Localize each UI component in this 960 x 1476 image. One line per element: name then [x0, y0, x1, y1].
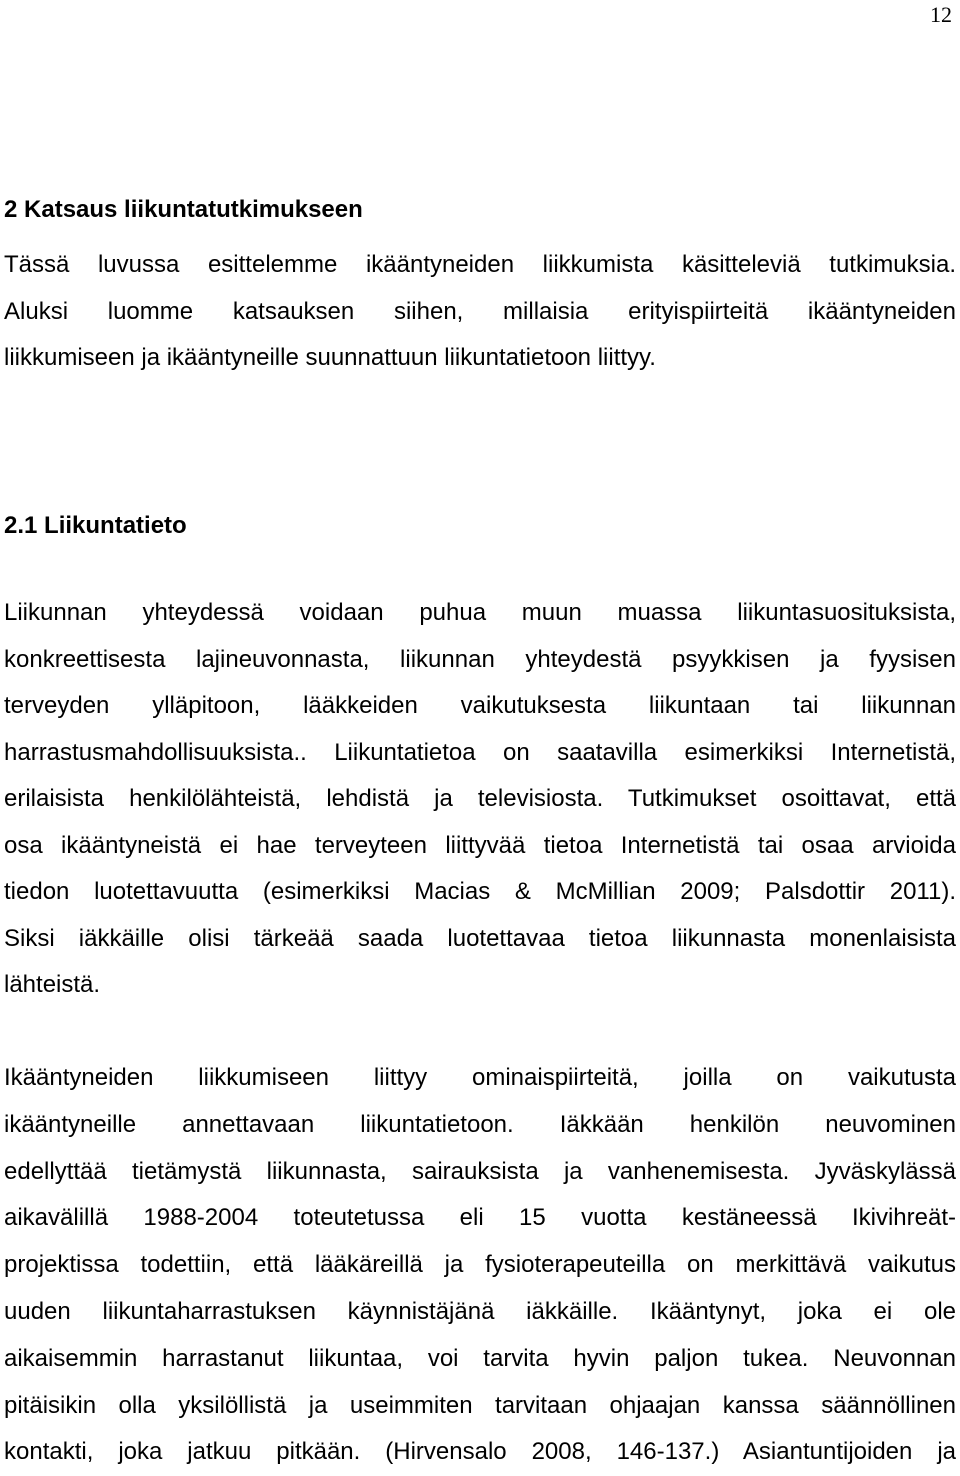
text-line: Liikunnan yhteydessä voidaan puhua muun muassa liikuntasuosituksista, [4, 599, 956, 626]
text-line: uuden liikuntaharrastuksen käynnistäjänä iäkkäille. Ikääntynyt, joka ei ole [4, 1297, 956, 1325]
text-line: osa ikääntyneistä ei hae terveyteen liittyvää tietoa Internetistä tai osaa arvioida [4, 831, 956, 859]
text-line: erilaisista henkilölähteistä, lehdistä ja televisiosta. Tutkimukset osoittavat, että [4, 785, 956, 812]
intro-paragraph [4, 242, 956, 382]
text-line: ikääntyneille annettavaan liikuntatietoon. Iäkkään henkilön neuvominen [4, 1110, 956, 1138]
text-line: Tässä luvussa esittelemme ikääntyneiden liikkumista käsitteleviä tutkimuksia. [4, 251, 956, 278]
page-number: 12 [930, 2, 952, 27]
text-line: aikavälillä 1988-2004 toteutetussa eli 15 vuotta kestäneessä Ikivihreät- [4, 1204, 956, 1232]
paragraph-1 [4, 590, 956, 1009]
text-line: edellyttää tietämystä liikunnasta, sairauksista ja vanhenemisesta. Jyväskylässä [4, 1157, 956, 1185]
text-line: harrastusmahdollisuuksista.. Liikuntatietoa on saatavilla esimerkiksi Internetistä, [4, 738, 956, 766]
text-line: konkreettisesta lajineuvonnasta, liikunnan yhteydestä psyykkisen ja fyysisen [4, 645, 956, 673]
section-heading: 2 Katsaus liikuntatutkimukseen [4, 196, 363, 223]
text-line: projektissa todettiin, että lääkäreillä ja fysioterapeuteilla on merkittävä vaikutus [4, 1251, 956, 1279]
paragraph-2 [4, 1055, 956, 1476]
subsection-heading: 2.1 Liikuntatieto [4, 512, 187, 539]
text-line: Siksi iäkkäille olisi tärkeää saada luotettavaa tietoa liikunnasta monenlaisista [4, 924, 956, 952]
text-line: aikaisemmin harrastanut liikuntaa, voi tarvita hyvin paljon tukea. Neuvonnan [4, 1344, 956, 1372]
text-line: kontakti, joka jatkuu pitkään. (Hirvensalo 2008, 146-137.) Asiantuntijoiden ja [4, 1438, 956, 1466]
text-line: Ikääntyneiden liikkumiseen liittyy ominaispiirteitä, joilla on vaikutusta [4, 1064, 956, 1091]
text-line: tiedon luotettavuutta (esimerkiksi Macias & McMillian 2009; Palsdottir 2011). [4, 878, 956, 905]
text-line: pitäisikin olla yksilöllistä ja useimmiten tarvitaan ohjaajan kanssa säännöllinen [4, 1391, 956, 1419]
text-line: Aluksi luomme katsauksen siihen, millaisia erityispiirteitä ikääntyneiden [4, 297, 956, 325]
text-line: liikkumiseen ja ikääntyneille suunnattuun liikuntatietoon liittyy. [4, 344, 656, 371]
text-line: lähteistä. [4, 971, 101, 998]
text-line: terveyden ylläpitoon, lääkkeiden vaikutuksesta liikuntaan tai liikunnan [4, 692, 956, 719]
